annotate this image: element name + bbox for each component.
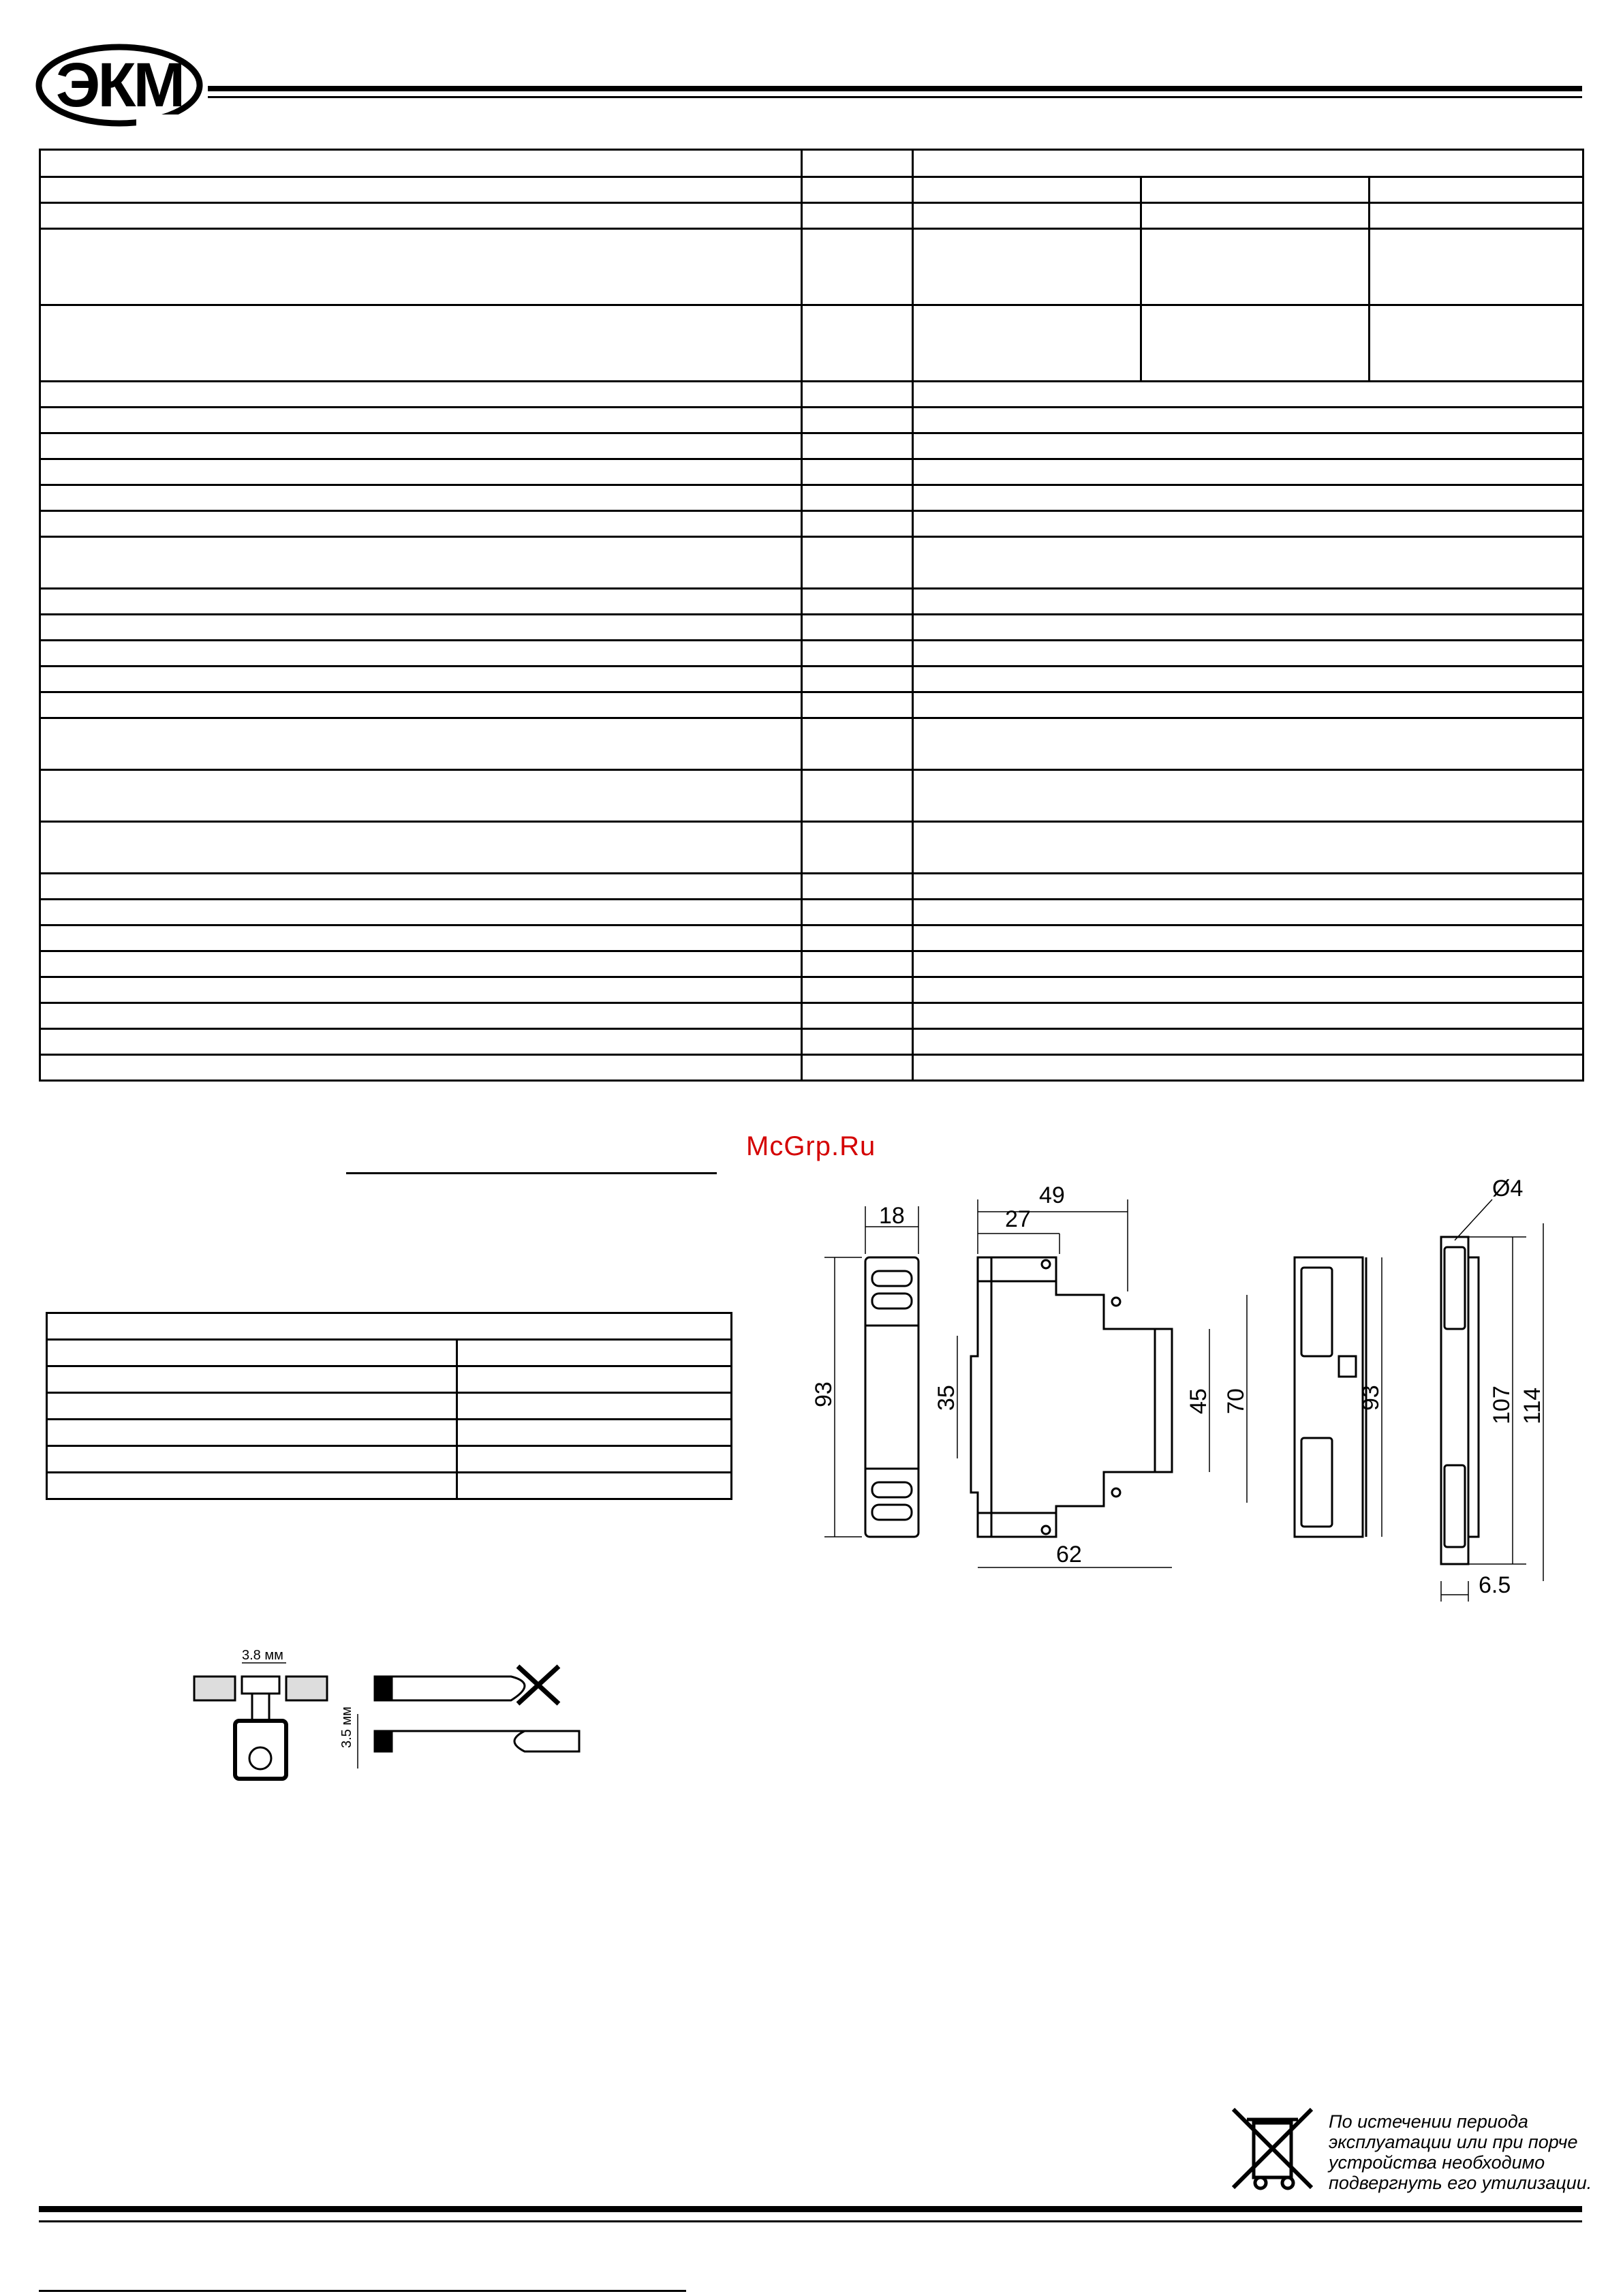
table-row [40, 305, 1583, 382]
table-row [40, 692, 1583, 718]
terminal-clamp-icon [194, 1663, 327, 1779]
table-row [40, 229, 1583, 305]
dim-side-bottom: 62 [1056, 1542, 1082, 1567]
dim-mount-inner: 107 [1489, 1386, 1515, 1424]
table-row [47, 1366, 732, 1393]
dim-hole-diameter: Ø4 [1492, 1176, 1524, 1201]
logo-text: ЭКМ [55, 50, 183, 120]
disposal-note [1329, 2111, 1615, 2193]
disposal-note-line: По истечении периода [1329, 2111, 1528, 2132]
dim-din-rail: 35 [933, 1385, 959, 1411]
dim-mount-outer: 114 [1519, 1387, 1545, 1424]
table-row [40, 874, 1583, 900]
table-row [47, 1473, 732, 1499]
section-heading-underline [346, 1172, 717, 1174]
table-row [40, 718, 1583, 770]
table-row [40, 1055, 1583, 1081]
table-row [47, 1340, 732, 1366]
page-edge-rule [39, 2290, 686, 2292]
dimension-drawings [804, 1159, 1594, 1629]
table-row [40, 150, 1583, 177]
table-row [40, 589, 1583, 615]
header-rule-thick [208, 86, 1582, 91]
footer-rule-thick [39, 2206, 1582, 2212]
dim-mount-offset: 6.5 [1479, 1572, 1511, 1598]
table-row [40, 433, 1583, 459]
table-row [40, 667, 1583, 692]
screwdriver-wrong-icon [375, 1666, 559, 1704]
dim-front-height: 93 [811, 1381, 837, 1407]
table-row [40, 485, 1583, 511]
table-row [40, 382, 1583, 408]
dim-side-outer: 70 [1223, 1388, 1249, 1414]
table-row [40, 822, 1583, 874]
table-row [40, 770, 1583, 822]
table-row [40, 925, 1583, 951]
table-row [47, 1393, 732, 1420]
table-row [47, 1446, 732, 1473]
dim-side-depth-total: 49 [1039, 1182, 1065, 1208]
screwdriver-correct-icon [358, 1714, 579, 1769]
dim-side-depth-upper: 27 [1005, 1206, 1031, 1232]
slot-width-label: 3.8 мм [242, 1648, 283, 1663]
table-row [40, 459, 1583, 485]
small-table [46, 1312, 732, 1500]
dim-back-height: 93 [1358, 1385, 1384, 1411]
dim-front-width: 18 [879, 1203, 905, 1229]
disposal-note-line: подвергнуть его утилизации. [1329, 2173, 1592, 2193]
table-row [40, 511, 1583, 537]
table-row [47, 1313, 732, 1340]
table-row [40, 615, 1583, 641]
brand-logo [34, 41, 204, 129]
blade-thickness-label: 3.5 мм [339, 1706, 354, 1748]
table-row [40, 977, 1583, 1003]
dim-side-inner: 45 [1186, 1388, 1211, 1414]
screwdriver-diagram [184, 1646, 593, 1809]
disposal-note-line: эксплуатации или при порче [1329, 2132, 1578, 2152]
table-row [40, 951, 1583, 977]
table-row [40, 900, 1583, 925]
side-view [957, 1199, 1247, 1567]
table-row [47, 1420, 732, 1446]
table-row [40, 408, 1583, 433]
watermark: McGrp.Ru [746, 1131, 876, 1161]
spec-table [39, 149, 1584, 1082]
table-row [40, 1003, 1583, 1029]
weee-bin-icon [1226, 2102, 1318, 2194]
front-view [824, 1206, 918, 1537]
header-rule-thin [208, 96, 1582, 98]
table-row [40, 177, 1583, 203]
table-row [40, 537, 1583, 589]
table-row [40, 203, 1583, 229]
table-row [40, 641, 1583, 667]
footer-rule-thin [39, 2220, 1582, 2222]
table-row [40, 1029, 1583, 1055]
disposal-note-line: устройства необходимо [1329, 2152, 1545, 2173]
